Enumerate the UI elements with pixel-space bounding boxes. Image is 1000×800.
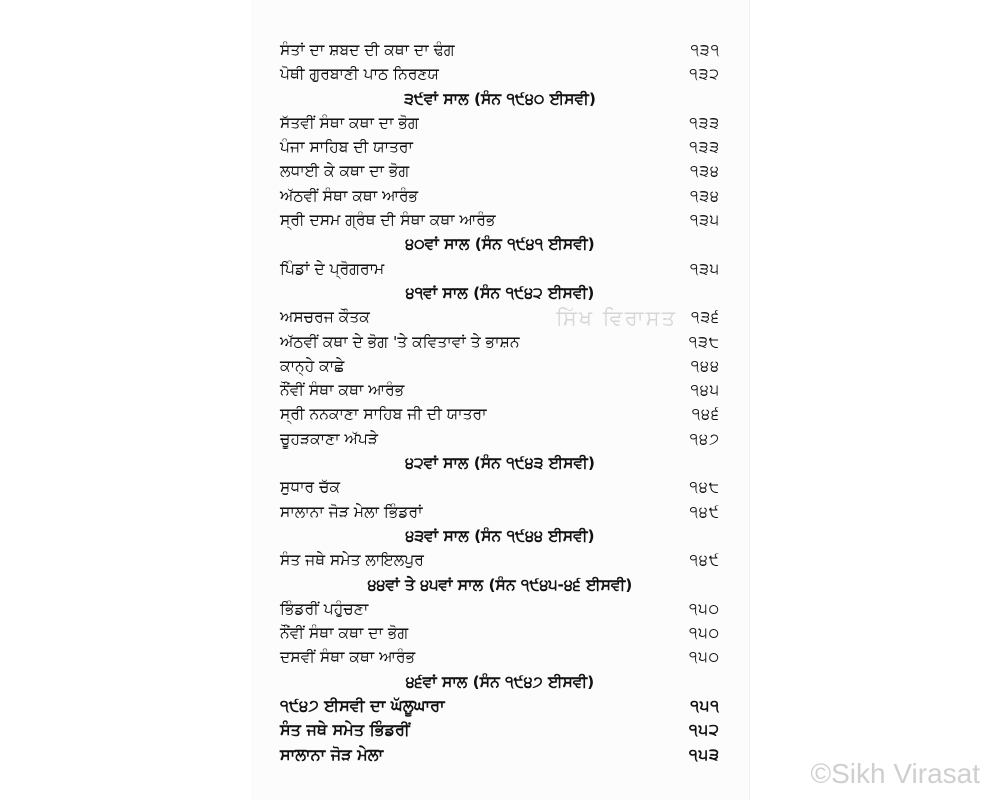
toc-page-number: ੧੪੮ [689,478,720,497]
toc-page-number: ੧੩੧ [690,41,720,59]
toc-entry [280,305,720,329]
toc-entry [280,621,720,645]
toc-page-number: ੧੩੩ [689,138,720,157]
toc-entry-title: ਸੱਤਵੀਂ ਸੰਥਾ ਕਥਾ ਦਾ ਭੋਗ [280,113,419,132]
toc-entry-title: ਨੌਂਵੀਂ ਸੰਥਾ ਕਥਾ ਦਾ ਭੋਗ [280,624,409,643]
toc-page-number: ੧੪੯ [689,551,720,570]
toc-page-number: ੧੩੫ [689,259,720,278]
toc-entry [280,475,720,499]
toc-entry-title: ਸ੍ਰੀ ਨਨਕਾਣਾ ਸਾਹਿਬ ਜੀ ਦੀ ਯਾਤਰਾ [280,405,487,424]
section-heading-text: ੪੨ਵਾਂ ਸਾਲ (ਸੰਨ ੧੯੪੩ ਈਸਵੀ) [405,454,595,473]
toc-entry [280,159,720,183]
section-heading-text: ੪੦ਵਾਂ ਸਾਲ (ਸੰਨ ੧੯੪੧ ਈਸਵੀ) [405,235,595,254]
toc-page-number: ੧੩੪ [690,162,720,181]
toc-page-number: ੧੫੦ [689,599,720,618]
toc-entry [280,743,720,767]
toc-page-number: ੧੪੫ [690,381,720,400]
toc-page-number: ੧੫੩ [688,744,720,764]
toc-entry [280,427,720,451]
section-heading [280,232,720,256]
toc-entry-title: ਸੁਧਾਰ ਚੱਕ [280,478,341,497]
toc-entry-title: ਸਾਲਾਨਾ ਜੋੜ ਮੇਲਾ [280,744,384,764]
section-heading [280,670,720,694]
watermark-copyright: ©Sikh Virasat [810,758,980,789]
toc-entry-title: ਪੰਜਾ ਸਾਹਿਬ ਦੀ ਯਾਤਰਾ [280,138,413,157]
section-heading [280,281,720,305]
toc-entry [280,645,720,669]
toc-page-number: ੧੩੬ [691,308,720,327]
toc-entry [280,402,720,426]
toc-page-number: ੧੪੯ [689,502,720,521]
section-heading [280,451,720,475]
section-heading-text: ੪੧ਵਾਂ ਸਾਲ (ਸੰਨ ੧੯੪੨ ਈਸਵੀ) [405,283,595,302]
toc-page-number: ੧੩੪ [690,186,720,205]
toc-entry [280,208,720,232]
toc-entry [280,548,720,572]
toc-page-number: ੧੪੭ [689,429,720,448]
toc-entry-title: ਪਿੰਡਾਂ ਦੇ ਪ੍ਰੋਗਰਾਮ [280,259,385,278]
section-heading-text: ੪੪ਵਾਂ ਤੇ ੪੫ਵਾਂ ਸਾਲ (ਸੰਨ ੧੯੪੫-੪੬ ਈਸਵੀ) [367,575,633,594]
toc-entry-title: ਭਿੰਡਰੀਂ ਪਹੁੰਚਣਾ [280,599,369,618]
toc-page-number: ੧੩੨ [689,65,720,84]
section-heading [280,524,720,548]
toc-entry [280,135,720,159]
toc-entry-title: ਚੂਹੜਕਾਣਾ ਅੱਪੜੇ [280,429,378,448]
toc-entry-title: ਦਸਵੀਂ ਸੰਥਾ ਕਥਾ ਆਰੰਭ [280,648,416,667]
toc-entry [280,597,720,621]
toc-entry [280,257,720,281]
toc-entry-title: ਅਸਚਰਜ ਕੌਤਕ [280,308,370,327]
toc-page-number: ੧੪੬ [691,405,720,424]
toc-entry-title: ਸੰਤ ਜਥੇ ਸਮੇਤ ਭਿੰਡਰੀਂ [280,720,410,740]
toc-entry-title: ਕਾਨ੍ਹੇ ਕਾਛੇ [280,356,345,375]
toc-entry-title: ਸਾਲਾਨਾ ਜੋੜ ਮੇਲਾ ਭਿੰਡਰਾਂ [280,502,423,521]
toc-page-number: ੧੫੦ [689,624,720,643]
toc-entry [280,330,720,354]
toc-entry [280,62,720,86]
section-heading-text: ੪੬ਵਾਂ ਸਾਲ (ਸੰਨ ੧੯੪੭ ਈਸਵੀ) [405,672,595,691]
toc-entry [280,694,720,718]
toc-page-number: ੧੩੩ [689,113,720,132]
section-heading-text: ੩੯ਵਾਂ ਸਾਲ (ਸੰਨ ੧੯੪੦ ਈਸਵੀ) [404,89,596,108]
toc-entry-title: ੧੯੪੭ ਈਸਵੀ ਦਾ ਘੱਲੂਘਾਰਾ [280,696,445,716]
toc-page-number: ੧੫੦ [689,648,720,667]
toc-entry-title: ਅੱਠਵੀਂ ਸੰਥਾ ਕਥਾ ਆਰੰਭ [280,186,419,205]
toc-entry-title: ਸੰਤ ਜਥੇ ਸਮੇਤ ਲਾਇਲਪੁਰ [280,551,424,570]
toc-entry [280,111,720,135]
section-heading [280,573,720,597]
watermark-center: ਸਿੱਖ ਵਿਰਾਸਤ [556,306,678,330]
table-of-contents [280,38,720,767]
toc-page-number: ੧੪੪ [690,356,720,375]
toc-entry [280,184,720,208]
toc-entry-title: ਨੌਂਵੀਂ ਸੰਥਾ ਕਥਾ ਆਰੰਭ [280,381,405,400]
toc-entry-title: ਅੱਠਵੀਂ ਕਥਾ ਦੇ ਭੋਗ 'ਤੇ ਕਵਿਤਾਵਾਂ ਤੇ ਭਾਸ਼ਨ [280,332,520,351]
toc-entry-title: ਸੰਤਾਂ ਦਾ ਸ਼ਬਦ ਦੀ ਕਥਾ ਦਾ ਢੰਗ [280,41,455,59]
toc-entry [280,38,720,62]
toc-entry [280,354,720,378]
toc-entry [280,718,720,742]
toc-entry-title: ਲਧਾਈ ਕੇ ਕਥਾ ਦਾ ਭੋਗ [280,162,410,181]
toc-page-number: ੧੫੧ [690,696,720,716]
toc-entry-title: ਸ੍ਰੀ ਦਸਮ ਗ੍ਰੰਥ ਦੀ ਸੰਥਾ ਕਥਾ ਆਰੰਭ [280,211,496,230]
toc-entry [280,378,720,402]
toc-entry [280,500,720,524]
toc-page-number: ੧੫੨ [688,720,720,740]
toc-page-number: ੧੩੫ [689,211,720,230]
section-heading [280,87,720,111]
section-heading-text: ੪੩ਵਾਂ ਸਾਲ (ਸੰਨ ੧੯੪੪ ਈਸਵੀ) [405,526,595,545]
toc-entry-title: ਪੋਥੀ ਗੁਰਬਾਣੀ ਪਾਠ ਨਿਰਣਯ [280,65,439,84]
toc-page-number: ੧੩੮ [688,332,720,351]
